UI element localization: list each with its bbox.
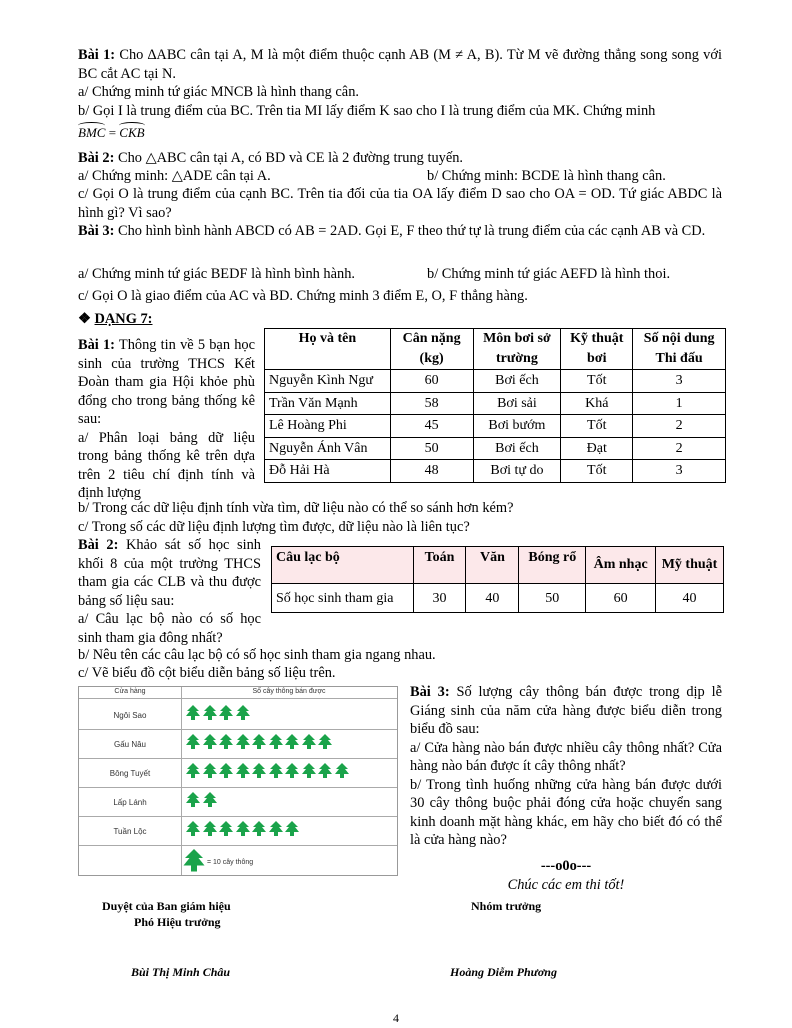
th-art: Mỹ thuật xyxy=(656,547,724,584)
s2-bai1 xyxy=(78,336,255,503)
tree-icon xyxy=(203,762,217,780)
sig-left-name: Bùi Thị Minh Châu xyxy=(131,965,231,979)
cell-name: Trần Văn Mạnh xyxy=(265,392,391,415)
s1-bai1-text: Cho ∆ABC cân tại A, M là một điểm thuộc cạnh AB (M ≠ A, B). Từ M vẽ đường thẳng song song với BC cắt AC tại N. xyxy=(78,47,722,82)
chart-divider xyxy=(181,687,182,875)
tree-icon xyxy=(335,762,349,780)
s1-bai1 xyxy=(78,46,722,83)
chart-row-line xyxy=(79,845,397,846)
cell-row-label: Số học sinh tham gia xyxy=(272,584,414,613)
cell-events: 1 xyxy=(633,392,726,415)
pictogram-chart xyxy=(78,686,398,876)
tree-icon xyxy=(252,733,266,751)
cell-stroke: Bơi sải xyxy=(473,392,561,415)
sig-right-name: Hoàng Diễm Phương xyxy=(450,965,557,979)
closing-mark: ---o0o--- xyxy=(540,858,592,874)
th-events: Số nội dung Thi đấu xyxy=(633,329,726,370)
cell-art: 40 xyxy=(656,584,724,613)
chart-row-line xyxy=(79,758,397,759)
cell-name: Lê Hoàng Phi xyxy=(265,415,391,438)
cell-events: 2 xyxy=(633,437,726,460)
table-row xyxy=(265,460,726,483)
tree-icon xyxy=(236,820,250,838)
table-row xyxy=(265,437,726,460)
dang7-heading xyxy=(78,310,152,329)
cell-name: Nguyễn Kình Ngư xyxy=(265,370,391,393)
s1-bai3-a: a/ Chứng minh tứ giác BEDF là hình bình hành. xyxy=(78,266,356,282)
table-row xyxy=(265,370,726,393)
cell-technique: Đạt xyxy=(561,437,633,460)
tree-icon xyxy=(219,733,233,751)
s2-bai2 xyxy=(78,536,261,647)
tree-icon xyxy=(186,820,200,838)
th-weight: Cân nặng (kg) xyxy=(390,329,473,370)
store-label: Bông Tuyết xyxy=(109,769,151,778)
s2-bai2-label: Bài 2: xyxy=(78,537,119,553)
tree-icon xyxy=(252,762,266,780)
s1-bai3-label: Bài 3: xyxy=(78,223,115,239)
athlete-table xyxy=(264,328,726,483)
closing-wish: Chúc các em thi tốt! xyxy=(507,877,625,893)
tree-icon xyxy=(252,820,266,838)
tree-icon xyxy=(186,733,200,751)
cell-stroke: Bơi ếch xyxy=(473,437,561,460)
tree-icon xyxy=(203,733,217,751)
tree-icon xyxy=(236,762,250,780)
th-name: Họ và tên xyxy=(265,329,391,370)
sig-left-title2: Phó Hiệu trưởng xyxy=(134,915,221,929)
th-literature: Văn xyxy=(466,547,519,584)
chart-header-line xyxy=(79,698,397,699)
s2-bai1-text: Thông tin về 5 bạn học sinh của trường THCS Kết Đoàn tham gia Hội khỏe phù đổng cho trong bảng thống kê sau: xyxy=(78,337,255,427)
store-label: Ngôi Sao xyxy=(113,711,147,720)
cell-name: Đỗ Hải Hà xyxy=(265,460,391,483)
s2-bai3-a: a/ Cửa hàng nào bán được nhiều cây thông nhất? Cửa hàng nào bán được ít cây thông nhất? xyxy=(410,739,722,774)
cell-events: 3 xyxy=(633,370,726,393)
chart-col-count: Số cây thông bán được xyxy=(252,688,326,695)
tree-icon xyxy=(203,820,217,838)
tree-icon xyxy=(269,762,283,780)
tree-icon xyxy=(302,733,316,751)
s2-bai1-c: c/ Trong số các dữ liệu định lượng tìm được, dữ liệu nào là liên tục? xyxy=(78,519,470,535)
s1-bai2-text: Cho △ABC cân tại A, có BD và CE là 2 đường trung tuyến. xyxy=(114,150,464,166)
chart-row-line xyxy=(79,787,397,788)
cell-literature: 40 xyxy=(466,584,519,613)
cell-technique: Tốt xyxy=(561,415,633,438)
cell-technique: Khá xyxy=(561,392,633,415)
s1-bai2 xyxy=(78,149,722,168)
tree-icon xyxy=(269,820,283,838)
chart-col-store: Cửa hàng xyxy=(114,688,146,695)
cell-technique: Tốt xyxy=(561,460,633,483)
s2-bai1-label: Bài 1: xyxy=(78,337,115,353)
s2-bai2-c: c/ Vẽ biểu đồ cột biểu diễn bảng số liệu trên. xyxy=(78,665,336,681)
store-label: Lấp Lánh xyxy=(113,798,147,807)
cell-stroke: Bơi ếch xyxy=(473,370,561,393)
s1-bai3-b: b/ Chứng minh tứ giác AEFD là hình thoi. xyxy=(427,266,671,282)
s1-bai1-b: b/ Gọi I là trung điểm của BC. Trên tia MI lấy điểm K sao cho I là trung điểm của MK. Chứng minh xyxy=(78,103,656,119)
club-table xyxy=(271,546,724,613)
cell-events: 2 xyxy=(633,415,726,438)
table-row xyxy=(265,415,726,438)
s1-bai3-text: Cho hình bình hành ABCD có AB = 2AD. Gọi E, F theo thứ tự là trung điểm của các cạnh AB và CD. xyxy=(114,223,706,239)
th-technique: Kỹ thuật bơi xyxy=(561,329,633,370)
cell-weight: 50 xyxy=(390,437,473,460)
athlete-table-header xyxy=(265,329,726,370)
s2-bai1-b: b/ Trong các dữ liệu định tính vừa tìm, dữ liệu nào có thể so sánh hơn kém? xyxy=(78,500,514,516)
s1-bai1-b-equation xyxy=(78,124,722,143)
s1-bai3 xyxy=(78,222,722,241)
cell-stroke: Bơi tự do xyxy=(473,460,561,483)
cell-technique: Tốt xyxy=(561,370,633,393)
s2-bai2-b: b/ Nêu tên các câu lạc bộ có số học sinh tham gia ngang nhau. xyxy=(78,647,436,663)
tree-icon xyxy=(285,820,299,838)
cell-weight: 60 xyxy=(390,370,473,393)
th-club: Câu lạc bộ xyxy=(272,547,414,584)
cell-events: 3 xyxy=(633,460,726,483)
store-label: Tuần Lộc xyxy=(113,827,147,836)
cell-weight: 45 xyxy=(390,415,473,438)
dang7-heading-text: DẠNG 7: xyxy=(94,311,153,327)
cell-math: 30 xyxy=(413,584,466,613)
s1-bai2-label: Bài 2: xyxy=(78,150,115,166)
th-stroke: Môn bơi sở trường xyxy=(473,329,561,370)
s2-bai3-text: Số lượng cây thông bán được trong dịp lễ Giáng sinh của năm cửa hàng được biểu diễn trong biểu đồ sau: xyxy=(410,684,722,737)
heading-bullet-icon: ❖ xyxy=(78,311,91,327)
tree-icon xyxy=(186,762,200,780)
tree-icon xyxy=(219,704,233,722)
legend-text: = 10 cây thông xyxy=(207,859,254,866)
sig-left-title1: Duyệt của Ban giám hiệu xyxy=(102,899,231,913)
chart-row-line xyxy=(79,729,397,730)
tree-icon xyxy=(186,704,200,722)
s2-bai3 xyxy=(410,683,722,850)
tree-icon xyxy=(203,791,217,809)
s1-bai2-a: a/ Chứng minh: △ADE cân tại A. xyxy=(78,168,271,184)
s1-bai2-c: c/ Gọi O là trung điểm của cạnh BC. Trên tia đối của tia OA lấy điểm D sao cho OA = OD. Tứ giác ABDC là hình gì? Vì sao? xyxy=(78,186,722,221)
table-row xyxy=(272,584,724,613)
chart-row-line xyxy=(79,816,397,817)
tree-icon xyxy=(302,762,316,780)
angle-equals: = xyxy=(105,125,120,140)
th-basketball: Bóng rổ xyxy=(519,547,586,584)
s1-bai1-a: a/ Chứng minh tứ giác MNCB là hình thang cân. xyxy=(78,84,359,100)
tree-icon xyxy=(186,791,200,809)
tree-icon xyxy=(236,704,250,722)
th-math: Toán xyxy=(413,547,466,584)
tree-icon xyxy=(236,733,250,751)
tree-icon xyxy=(219,820,233,838)
legend-tree-icon xyxy=(183,849,205,879)
tree-icon xyxy=(318,762,332,780)
cell-weight: 58 xyxy=(390,392,473,415)
page-number: 4 xyxy=(393,1011,399,1025)
tree-icon xyxy=(285,762,299,780)
angle-ckb: CKB xyxy=(119,124,144,143)
s1-bai1-label: Bài 1: xyxy=(78,47,116,63)
s2-bai2-a: a/ Câu lạc bộ nào có số học sinh tham gia đông nhất? xyxy=(78,611,261,646)
tree-icon xyxy=(269,733,283,751)
cell-basketball: 50 xyxy=(519,584,586,613)
table-row xyxy=(265,392,726,415)
tree-icon xyxy=(318,733,332,751)
tree-icon xyxy=(219,762,233,780)
s2-bai3-label: Bài 3: xyxy=(410,684,450,700)
s2-bai2-text: Khảo sát số học sinh khối 8 của một trường THCS tham gia các CLB và thu được bảng số liệu sau: xyxy=(78,537,261,609)
angle-bmc: BMC xyxy=(78,124,105,143)
th-music: Âm nhạc xyxy=(586,547,656,584)
s1-bai3-c: c/ Gọi O là giao điểm của AC và BD. Chứng minh 3 điểm E, O, F thẳng hàng. xyxy=(78,288,528,304)
tree-icon xyxy=(285,733,299,751)
cell-weight: 48 xyxy=(390,460,473,483)
club-table-header xyxy=(272,547,724,584)
cell-stroke: Bơi bướm xyxy=(473,415,561,438)
tree-icon xyxy=(203,704,217,722)
s1-bai2-b: b/ Chứng minh: BCDE là hình thang cân. xyxy=(427,168,666,184)
cell-name: Nguyễn Ánh Vân xyxy=(265,437,391,460)
sig-right-title: Nhóm trưởng xyxy=(471,899,542,913)
s2-bai1-a: a/ Phân loại bảng dữ liệu trong bảng thống kê trên dựa trên 2 tiêu chí định tính và định lượng xyxy=(78,429,255,501)
cell-music: 60 xyxy=(586,584,656,613)
s2-bai3-b: b/ Trong tình huống những cửa hàng bán được dưới 30 cây thông buộc phải đóng cửa hoặc chuyển sang kinh doanh mặt hàng khác, em hãy cho biết đó có thể là cửa hàng nào? xyxy=(410,776,722,848)
store-label: Gấu Nâu xyxy=(113,740,147,749)
